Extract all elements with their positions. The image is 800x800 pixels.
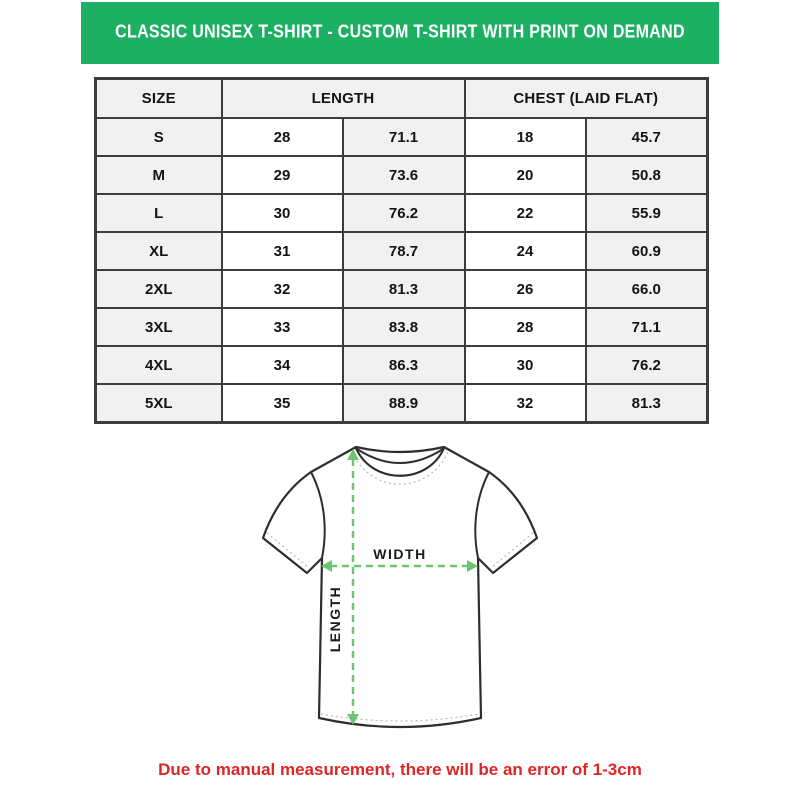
chest-in-cell: 18: [465, 118, 586, 156]
chest-in-cell: 26: [465, 270, 586, 308]
length-in-cell: 29: [222, 156, 343, 194]
table-row: [96, 194, 708, 232]
chest-cm-cell: 55.9: [586, 194, 708, 232]
length-in-cell: 33: [222, 308, 343, 346]
length-in-cell: 30: [222, 194, 343, 232]
page-title: CLASSIC UNISEX T-SHIRT - CUSTOM T-SHIRT WITH PRINT ON DEMAND: [115, 22, 685, 43]
length-cm-cell: 81.3: [343, 270, 465, 308]
table-row: [96, 232, 708, 270]
length-cm-cell: 86.3: [343, 346, 465, 384]
chest-cm-cell: 76.2: [586, 346, 708, 384]
size-cell: M: [96, 156, 222, 194]
length-cm-cell: 71.1: [343, 118, 465, 156]
chest-in-cell: 22: [465, 194, 586, 232]
size-cell: 2XL: [96, 270, 222, 308]
size-chart-table: [94, 77, 709, 424]
table-header-row: [96, 79, 708, 119]
length-in-cell: 28: [222, 118, 343, 156]
size-cell: 3XL: [96, 308, 222, 346]
length-in-cell: 31: [222, 232, 343, 270]
width-label: WIDTH: [373, 546, 427, 562]
length-label: LENGTH: [327, 585, 343, 653]
length-cm-cell: 83.8: [343, 308, 465, 346]
chest-in-cell: 28: [465, 308, 586, 346]
table-row: [96, 346, 708, 384]
length-in-cell: 35: [222, 384, 343, 423]
column-header-chest: CHEST (LAID FLAT): [465, 79, 708, 119]
table-row: [96, 308, 708, 346]
tshirt-outline: [263, 447, 537, 727]
chest-in-cell: 30: [465, 346, 586, 384]
table-row: [96, 156, 708, 194]
column-header-length: LENGTH: [222, 79, 465, 119]
title-banner: [81, 2, 719, 64]
size-cell: S: [96, 118, 222, 156]
size-cell: 4XL: [96, 346, 222, 384]
chest-cm-cell: 71.1: [586, 308, 708, 346]
table-row: [96, 118, 708, 156]
length-in-cell: 32: [222, 270, 343, 308]
table-row: [96, 384, 708, 423]
length-in-cell: 34: [222, 346, 343, 384]
length-cm-cell: 78.7: [343, 232, 465, 270]
length-cm-cell: 73.6: [343, 156, 465, 194]
chest-cm-cell: 81.3: [586, 384, 708, 423]
table-row: [96, 270, 708, 308]
column-header-size: SIZE: [96, 79, 222, 119]
length-cm-cell: 76.2: [343, 194, 465, 232]
chest-cm-cell: 45.7: [586, 118, 708, 156]
tshirt-measurement-diagram: [250, 433, 550, 733]
chest-in-cell: 32: [465, 384, 586, 423]
measurement-error-note: Due to manual measurement, there will be an error of 1-3cm: [158, 760, 642, 779]
chest-cm-cell: 60.9: [586, 232, 708, 270]
size-cell: 5XL: [96, 384, 222, 423]
size-cell: XL: [96, 232, 222, 270]
chest-cm-cell: 66.0: [586, 270, 708, 308]
chest-in-cell: 20: [465, 156, 586, 194]
size-cell: L: [96, 194, 222, 232]
length-cm-cell: 88.9: [343, 384, 465, 423]
chest-cm-cell: 50.8: [586, 156, 708, 194]
chest-in-cell: 24: [465, 232, 586, 270]
